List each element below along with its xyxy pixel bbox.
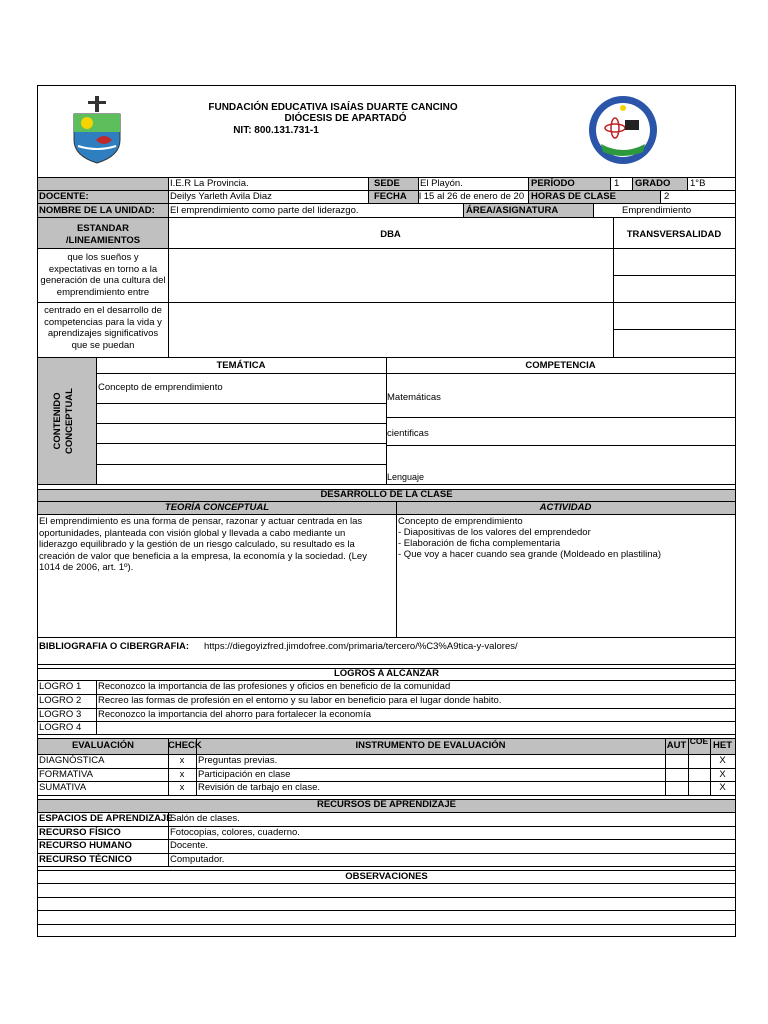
institution-value: I.E.R La Provincia. bbox=[170, 178, 249, 189]
logro-text: Reconozco la importancia del ahorro para fortalecer la economía bbox=[98, 709, 372, 720]
evaluacion-instrument: Participación en clase bbox=[198, 769, 291, 780]
recurso-value: Docente. bbox=[170, 840, 209, 851]
recurso-label: ESPACIOS DE APRENDIZAJE bbox=[39, 813, 173, 824]
recurso-value: Fotocopias, colores, cuaderno. bbox=[170, 827, 300, 838]
evaluacion-het: X bbox=[719, 782, 726, 793]
actividad-item: - Elaboración de ficha complementaria bbox=[398, 538, 561, 549]
check-header: CHECK bbox=[168, 740, 202, 751]
docente-label: DOCENTE: bbox=[39, 191, 89, 202]
school-emblem-logo bbox=[587, 94, 659, 166]
bibliografia-label: BIBLIOGRAFIA O CIBERGRAFIA: bbox=[39, 641, 190, 652]
evaluacion-instrument: Preguntas previas. bbox=[198, 755, 278, 766]
competencia-item: cientificas bbox=[387, 428, 429, 439]
estandar-text-1: que los sueños y expectativas en torno a la generación de una cultura del emprendimiento entre bbox=[40, 252, 166, 298]
contenido-conceptual-label: CONTENIDO CONCEPTUAL bbox=[52, 388, 75, 454]
evaluacion-check: x bbox=[179, 782, 185, 793]
unidad-label: NOMBRE DE LA UNIDAD: bbox=[39, 205, 155, 216]
recurso-label: RECURSO TÉCNICO bbox=[39, 854, 132, 865]
estandar-header: ESTANDAR /LINEAMIENTOS bbox=[65, 223, 141, 246]
evaluacion-check: x bbox=[179, 755, 185, 766]
recursos-title: RECURSOS DE APRENDIZAJE bbox=[316, 799, 456, 810]
evaluacion-type: FORMATIVA bbox=[39, 769, 94, 780]
evaluacion-header: EVALUACIÓN bbox=[71, 740, 135, 751]
coe-header: COE bbox=[689, 736, 709, 746]
bibliografia-url[interactable]: https://diegoyizfred.jimdofree.com/primaria/tercero/%C3%A9tica-y-valores/ bbox=[204, 641, 518, 652]
actividad-item: - Que voy a hacer cuando sea grande (Moldeado en plastilina) bbox=[398, 549, 661, 560]
competencia-header: COMPETENCIA bbox=[525, 360, 596, 371]
periodo-value: 1 bbox=[614, 178, 620, 189]
actividad-header: ACTIVIDAD bbox=[539, 502, 592, 513]
logros-title: LOGROS A ALCANZAR bbox=[333, 668, 440, 679]
logro-text: Reconozco la importancia de las profesiones y oficios en beneficio de la comunidad bbox=[98, 681, 451, 692]
docente-value: Deilys Yarleth Avila Diaz bbox=[170, 191, 272, 202]
header-line-3: NIT: 800.131.731-1 bbox=[233, 125, 319, 136]
evaluacion-type: SUMATIVA bbox=[39, 782, 87, 793]
evaluacion-instrument: Revisión de tarbajo en clase. bbox=[198, 782, 320, 793]
lesson-plan-sheet bbox=[37, 85, 736, 937]
logro-label: LOGRO 3 bbox=[39, 709, 82, 720]
instrumento-header: INSTRUMENTO DE EVALUACIÓN bbox=[355, 740, 506, 751]
fecha-label: FECHA bbox=[374, 191, 407, 202]
logro-text: Recreo las formas de profesión en el entorno y su labor en beneficio para el lugar donde habito. bbox=[98, 695, 502, 706]
evaluacion-het: X bbox=[719, 769, 726, 780]
recurso-label: RECURSO HUMANO bbox=[39, 840, 132, 851]
diocese-shield-logo bbox=[66, 96, 128, 164]
recurso-value: Computador. bbox=[170, 854, 225, 865]
estandar-text-2: centrado en el desarrollo de competencias para la vida y aprendizajes significativos que se puedan bbox=[44, 305, 162, 351]
transversalidad-header: TRANSVERSALIDAD bbox=[626, 229, 722, 240]
recurso-label: RECURSO FÍSICO bbox=[39, 827, 121, 838]
competencia-item: Matemáticas bbox=[387, 392, 441, 403]
area-label: ÁREA/ASIGNATURA bbox=[466, 205, 559, 216]
grado-label: GRADO bbox=[635, 178, 671, 189]
horas-label: HORAS DE CLASE bbox=[531, 191, 616, 202]
recurso-value: Salón de clases. bbox=[170, 813, 240, 824]
het-header: HET bbox=[713, 740, 732, 751]
header-line-2: DIÓCESIS DE APARTADÓ bbox=[284, 113, 407, 124]
periodo-label: PERÍODO bbox=[531, 178, 575, 189]
desarrollo-title: DESARROLLO DE LA CLASE bbox=[320, 489, 453, 500]
unidad-value: El emprendimiento como parte del liderazgo. bbox=[170, 205, 359, 216]
logro-label: LOGRO 1 bbox=[39, 681, 82, 692]
logro-label: LOGRO 4 bbox=[39, 722, 82, 733]
competencia-item: Lenguaje bbox=[387, 472, 425, 482]
aut-header: AUT bbox=[666, 740, 687, 751]
logro-label: LOGRO 2 bbox=[39, 695, 82, 706]
evaluacion-type: DIAGNÓSTICA bbox=[39, 755, 105, 766]
grado-value: 1°B bbox=[690, 178, 706, 189]
tematica-header: TEMÁTICA bbox=[216, 360, 266, 371]
horas-value: 2 bbox=[664, 191, 670, 202]
header-line-1: FUNDACIÓN EDUCATIVA ISAÍAS DUARTE CANCINO bbox=[208, 102, 458, 113]
evaluacion-het: X bbox=[719, 755, 726, 766]
teoria-header: TEORÍA CONCEPTUAL bbox=[164, 502, 270, 513]
sede-value: El Playón. bbox=[420, 178, 463, 189]
evaluacion-check: x bbox=[179, 769, 185, 780]
dba-header: DBA bbox=[380, 229, 401, 240]
teoria-text: El emprendimiento es una forma de pensar, razonar y actuar centrada en las oportunidades, planteada con visión global y llevada a cabo mediante un liderazgo equilibrado y la gestión de un riesgo calculado, su resultado es la creación de valor que beneficia a la empresa, la economía y la sociedad. (Ley 1014 de 2006, art. 1º). bbox=[39, 516, 367, 573]
actividad-item: Concepto de emprendimiento bbox=[398, 516, 523, 527]
sede-label: SEDE bbox=[374, 178, 400, 189]
actividad-item: - Diapositivas de los valores del emprendedor bbox=[398, 527, 591, 538]
tematica-item: Concepto de emprendimiento bbox=[98, 382, 223, 393]
observaciones-title: OBSERVACIONES bbox=[345, 871, 428, 882]
fecha-value: l 15 al 26 de enero de 20 bbox=[419, 191, 525, 202]
area-value: Emprendimiento bbox=[622, 205, 692, 216]
